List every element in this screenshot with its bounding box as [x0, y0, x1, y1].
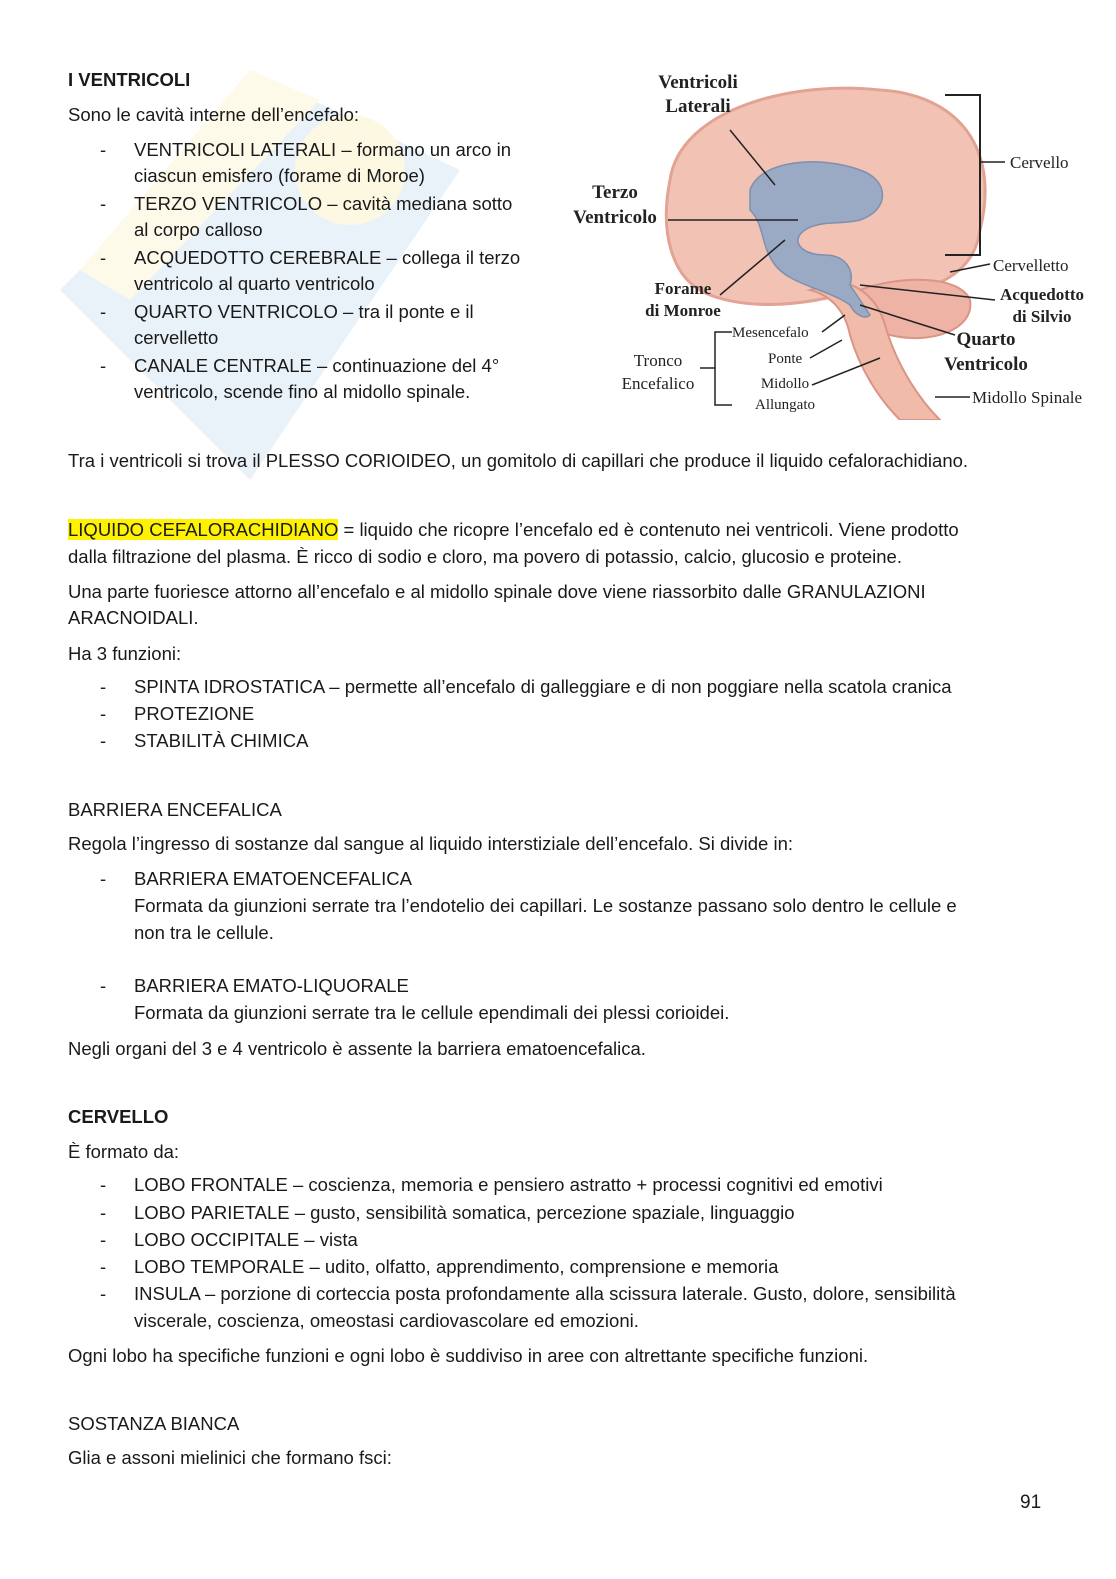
label-acquedotto-1: Acquedotto — [999, 285, 1085, 304]
list-dash: - — [100, 355, 107, 376]
list-item: SPINTA IDROSTATICA – permette all’encefalo di galleggiare e di non poggiare nella scatola cranica — [134, 676, 952, 697]
section-heading-ventricoli: I VENTRICOLI — [68, 69, 191, 90]
funzioni-intro: Ha 3 funzioni: — [68, 643, 182, 664]
liquido-definition — [68, 517, 959, 543]
list-item-continuation: viscerale, coscienza, omeostasi cardiovascolare ed emozioni. — [134, 1310, 639, 1331]
sostanza-text: Glia e assoni mielinici che formano fsci: — [68, 1447, 392, 1468]
brain-ventricles-figure — [560, 60, 1105, 420]
label-ponte: Ponte — [768, 351, 803, 367]
list-item-continuation: ventricolo, scende fino al midollo spinale. — [134, 381, 471, 402]
list-item-title: BARRIERA EMATOENCEFALICA — [134, 868, 412, 889]
label-ventricoli-laterali-2: Laterali — [665, 96, 731, 117]
barriera-intro: Regola l’ingresso di sostanze dal sangue al liquido interstiziale dell’encefalo. Si divide in: — [68, 833, 794, 854]
plesso-paragraph: Tra i ventricoli si trova il PLESSO CORIOIDEO, un gomitolo di capillari che produce il liquido cefalorachidiano. — [68, 450, 969, 471]
list-dash: - — [100, 676, 107, 697]
list-item-description: Formata da giunzioni serrate tra le cellule ependimali dei plessi corioidei. — [134, 1002, 730, 1023]
list-item: VENTRICOLI LATERALI – formano un arco in — [134, 139, 512, 160]
label-mesencefalo: Mesencefalo — [732, 325, 809, 341]
list-dash: - — [100, 1202, 107, 1223]
label-cervelletto: Cervelletto — [993, 256, 1069, 275]
label-cervello: Cervello — [1010, 153, 1069, 172]
cervello-intro: È formato da: — [68, 1141, 180, 1162]
page-number: 91 — [1020, 1492, 1042, 1513]
list-item: INSULA – porzione di corteccia posta profondamente alla scissura laterale. Gusto, dolore, sensibilità — [134, 1283, 956, 1304]
list-item-description: non tra le cellule. — [134, 922, 274, 943]
list-item: STABILITÀ CHIMICA — [134, 730, 309, 751]
section-heading-cervello: CERVELLO — [68, 1106, 169, 1127]
liquido-p2-l1: Una parte fuoriesce attorno all’encefalo e al midollo spinale dove viene riassorbito dalle GRANULAZIONI — [68, 581, 926, 602]
list-item: QUARTO VENTRICOLO – tra il ponte e il — [134, 301, 474, 322]
label-midollo-allungato-1: Midollo — [760, 376, 810, 392]
list-dash: - — [100, 193, 107, 214]
tronco-bracket — [715, 332, 732, 405]
highlighted-term: LIQUIDO CEFALORACHIDIANO — [68, 519, 339, 540]
section-heading-sostanza-bianca: SOSTANZA BIANCA — [68, 1413, 240, 1434]
list-item: LOBO FRONTALE – coscienza, memoria e pensiero astratto + processi cognitivi ed emotivi — [134, 1174, 883, 1195]
list-item: CANALE CENTRALE – continuazione del 4° — [134, 355, 500, 376]
arrow-ponte — [810, 340, 842, 358]
label-forame-2: di Monroe — [645, 301, 721, 320]
list-item-continuation: cervelletto — [134, 327, 219, 348]
label-terzo-2: Ventricolo — [573, 207, 657, 228]
list-dash: - — [100, 1174, 107, 1195]
list-item: TERZO VENTRICOLO – cavità mediana sotto — [134, 193, 513, 214]
list-item-continuation: al corpo calloso — [134, 219, 263, 240]
barriera-note: Negli organi del 3 e 4 ventricolo è assente la barriera ematoencefalica. — [68, 1038, 646, 1059]
cervello-summary: Ogni lobo ha specifiche funzioni e ogni lobo è suddiviso in aree con altrettante specifiche funzioni. — [68, 1345, 869, 1366]
label-tronco-1: Tronco — [633, 351, 683, 370]
label-midollo-spinale: Midollo Spinale — [972, 388, 1083, 407]
list-dash: - — [100, 301, 107, 322]
list-dash: - — [100, 868, 107, 889]
list-item: LOBO OCCIPITALE – vista — [134, 1229, 358, 1250]
list-dash: - — [100, 1229, 107, 1250]
list-dash: - — [100, 975, 107, 996]
liquido-definition-l2: dalla filtrazione del plasma. È ricco di sodio e cloro, ma povero di potassio, calcio, glucosio e proteine. — [68, 546, 902, 567]
label-quarto-2: Ventricolo — [944, 354, 1028, 375]
list-dash: - — [100, 1256, 107, 1277]
section-heading-barriera: BARRIERA ENCEFALICA — [68, 799, 282, 820]
list-dash: - — [100, 139, 107, 160]
list-item-continuation: ciascun emisfero (forame di Moroe) — [134, 165, 425, 186]
label-terzo-1: Terzo — [592, 182, 638, 203]
list-item-description: Formata da giunzioni serrate tra l’endotelio dei capillari. Le sostanze passano solo dentro le cellule e — [134, 895, 957, 916]
list-item: PROTEZIONE — [134, 703, 255, 724]
label-midollo-allungato-2: Allungato — [755, 397, 815, 413]
liquido-definition-text: = liquido che ricopre l’encefalo ed è contenuto nei ventricoli. Viene prodotto — [338, 519, 959, 540]
ventricoli-intro: Sono le cavità interne dell’encefalo: — [68, 104, 360, 125]
label-quarto-1: Quarto — [956, 329, 1016, 350]
list-item: ACQUEDOTTO CEREBRALE – collega il terzo — [134, 247, 521, 268]
list-dash: - — [100, 1283, 107, 1304]
liquido-p2-l2: ARACNOIDALI. — [68, 607, 199, 628]
list-item: LOBO TEMPORALE – udito, olfatto, apprendimento, comprensione e memoria — [134, 1256, 779, 1277]
label-ventricoli-laterali-1: Ventricoli — [658, 72, 738, 93]
label-forame-1: Forame — [654, 279, 712, 298]
list-dash: - — [100, 247, 107, 268]
list-item-continuation: ventricolo al quarto ventricolo — [134, 273, 375, 294]
list-item-title: BARRIERA EMATO-LIQUORALE — [134, 975, 409, 996]
label-tronco-2: Encefalico — [621, 374, 695, 393]
label-acquedotto-2: di Silvio — [1012, 307, 1072, 326]
arrow-mesencefalo — [822, 315, 845, 332]
list-dash: - — [100, 703, 107, 724]
list-dash: - — [100, 730, 107, 751]
list-item: LOBO PARIETALE – gusto, sensibilità somatica, percezione spaziale, linguaggio — [134, 1202, 795, 1223]
